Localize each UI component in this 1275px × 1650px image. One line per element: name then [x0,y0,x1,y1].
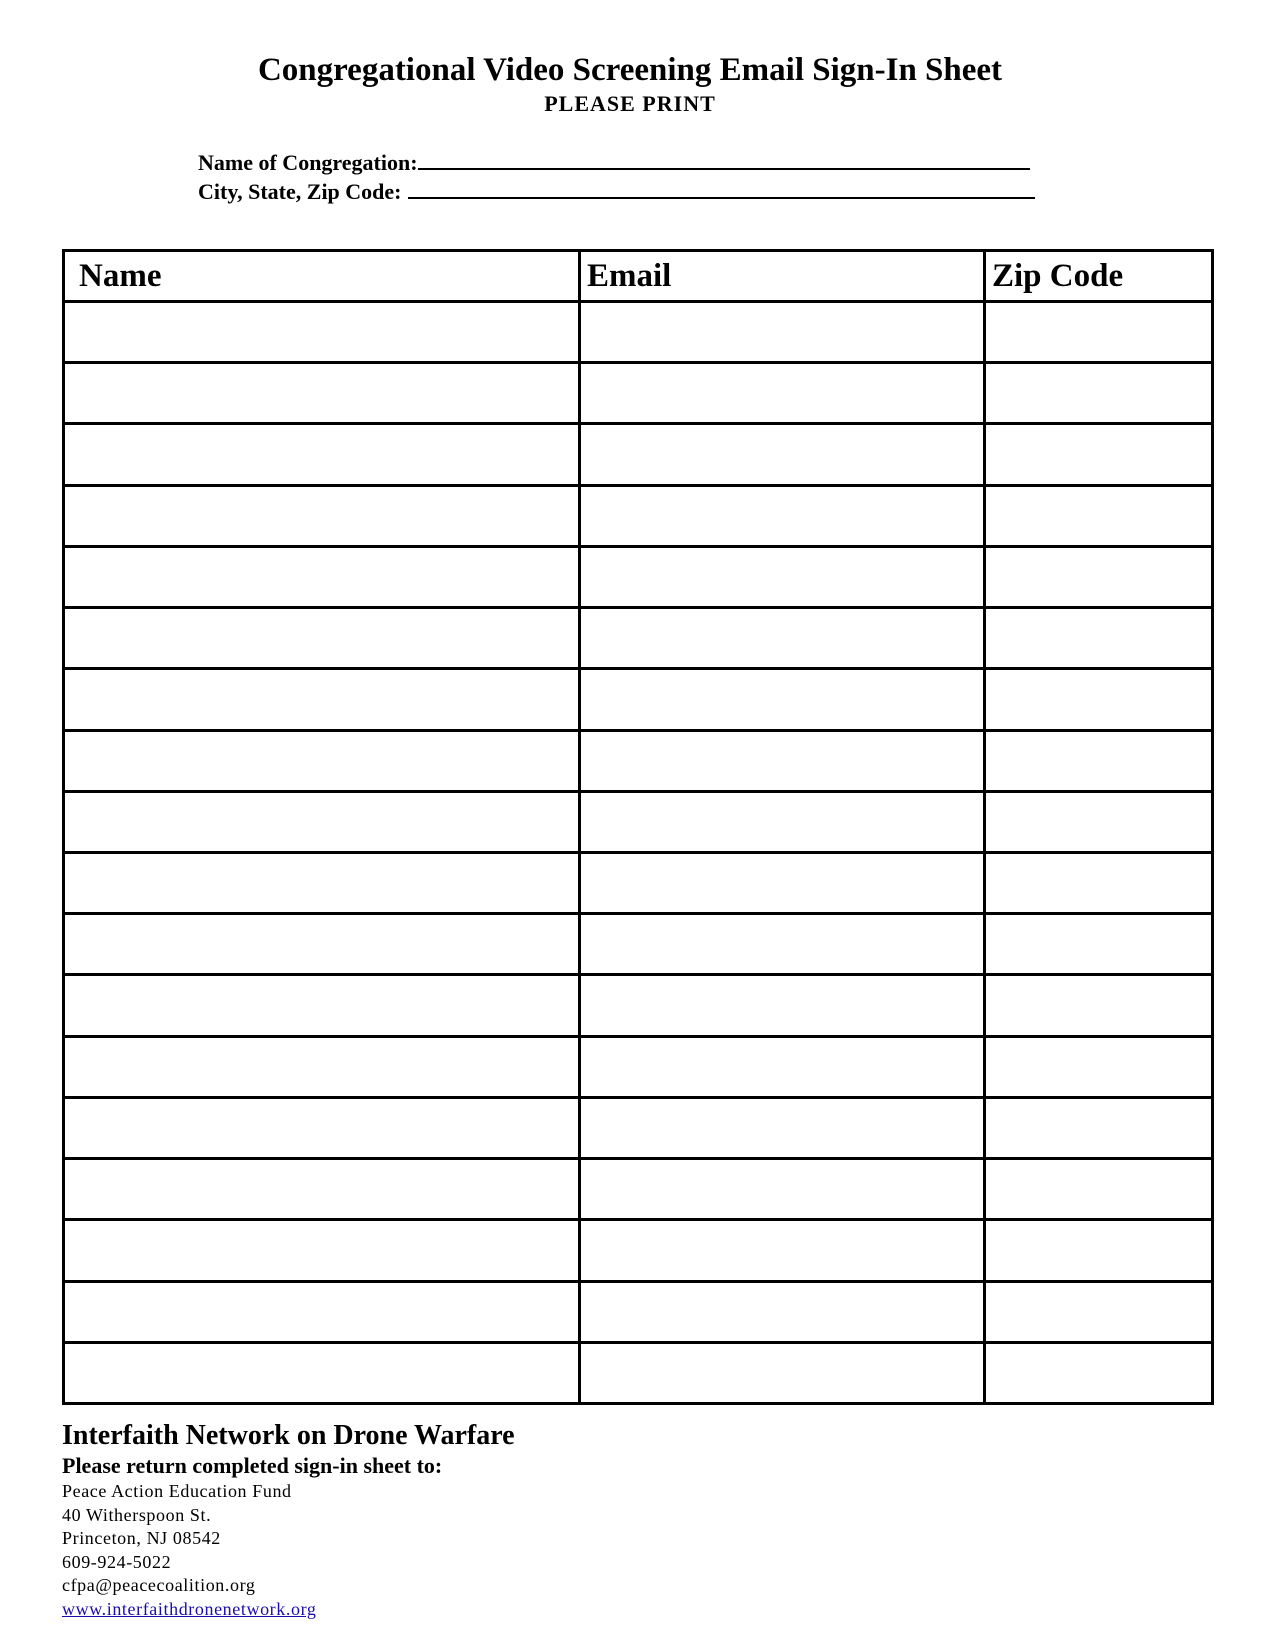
contact-phone: 609-924-5022 [62,1551,172,1572]
table-row [64,1342,1213,1403]
footer [62,1420,762,1621]
name-cell[interactable] [64,1281,580,1342]
sign-in-table [62,249,1214,1405]
zip-code-cell[interactable] [985,852,1213,913]
table-row [64,1220,1213,1281]
organization-name: Interfaith Network on Drone Warfare [62,1420,515,1451]
email-cell[interactable] [580,914,985,975]
table-row [64,302,1213,363]
name-cell[interactable] [64,791,580,852]
name-cell[interactable] [64,424,580,485]
email-cell[interactable] [580,302,985,363]
table-row [64,1159,1213,1220]
table-row [64,608,1213,669]
email-cell[interactable] [580,1036,985,1097]
name-cell[interactable] [64,1342,580,1403]
zip-code-cell[interactable] [985,669,1213,730]
location-field [198,177,1035,206]
page-subtitle: PLEASE PRINT [544,91,716,116]
zip-code-cell[interactable] [985,1281,1213,1342]
zip-code-cell[interactable] [985,1220,1213,1281]
table-row [64,791,1213,852]
zip-code-cell[interactable] [985,302,1213,363]
email-cell[interactable] [580,546,985,607]
congregation-label: Name of Congregation: [198,150,418,175]
name-cell[interactable] [64,1159,580,1220]
address-street: 40 Witherspoon St. [62,1504,212,1525]
email-cell[interactable] [580,669,985,730]
zip-code-cell[interactable] [985,1036,1213,1097]
table-row [64,1097,1213,1158]
zip-code-cell[interactable] [985,914,1213,975]
name-cell[interactable] [64,1097,580,1158]
page-title: Congregational Video Screening Email Sign-In Sheet [257,52,1003,88]
email-cell[interactable] [580,485,985,546]
email-cell[interactable] [580,852,985,913]
congregation-blank-line[interactable] [418,148,1030,170]
email-cell[interactable] [580,730,985,791]
table-header-row [64,251,1213,302]
email-cell[interactable] [580,1342,985,1403]
name-cell[interactable] [64,975,580,1036]
table-row [64,363,1213,424]
contact-email: cfpa@peacecoalition.org [62,1575,256,1595]
name-cell[interactable] [64,669,580,730]
table-body [64,302,1213,1404]
email-cell[interactable] [580,975,985,1036]
location-blank-line[interactable] [408,177,1035,199]
table-row [64,852,1213,913]
name-cell[interactable] [64,1220,580,1281]
table-row [64,975,1213,1036]
website-link[interactable]: www.interfaithdronenetwork.org [62,1598,317,1619]
email-cell[interactable] [580,1097,985,1158]
email-cell[interactable] [580,1159,985,1220]
name-cell[interactable] [64,608,580,669]
name-cell[interactable] [64,914,580,975]
zip-code-cell[interactable] [985,1097,1213,1158]
table-row [64,546,1213,607]
zip-code-cell[interactable] [985,975,1213,1036]
location-label: City, State, Zip Code: [198,179,402,204]
zip-code-cell[interactable] [985,1159,1213,1220]
email-cell[interactable] [580,1220,985,1281]
column-header-name: Name [64,251,580,302]
name-cell[interactable] [64,852,580,913]
table-row [64,730,1213,791]
column-header-email: Email [580,251,985,302]
zip-code-cell[interactable] [985,1342,1213,1403]
email-cell[interactable] [580,791,985,852]
table-row [64,424,1213,485]
name-cell[interactable] [64,302,580,363]
table-row [64,669,1213,730]
name-cell[interactable] [64,730,580,791]
email-cell[interactable] [580,1281,985,1342]
table-row [64,485,1213,546]
address-name: Peace Action Education Fund [62,1481,292,1501]
address-city-state-zip: Princeton, NJ 08542 [62,1528,221,1548]
name-cell[interactable] [64,485,580,546]
congregation-field [198,148,1030,177]
email-cell[interactable] [580,363,985,424]
zip-code-cell[interactable] [985,546,1213,607]
zip-code-cell[interactable] [985,791,1213,852]
name-cell[interactable] [64,546,580,607]
table-row [64,914,1213,975]
zip-code-cell[interactable] [985,608,1213,669]
table-row [64,1036,1213,1097]
email-cell[interactable] [580,424,985,485]
name-cell[interactable] [64,1036,580,1097]
column-header-zip-code: Zip Code [985,251,1213,302]
table-row [64,1281,1213,1342]
zip-code-cell[interactable] [985,485,1213,546]
zip-code-cell[interactable] [985,363,1213,424]
name-cell[interactable] [64,363,580,424]
zip-code-cell[interactable] [985,424,1213,485]
zip-code-cell[interactable] [985,730,1213,791]
return-instruction: Please return completed sign-in sheet to: [62,1453,443,1478]
email-cell[interactable] [580,608,985,669]
